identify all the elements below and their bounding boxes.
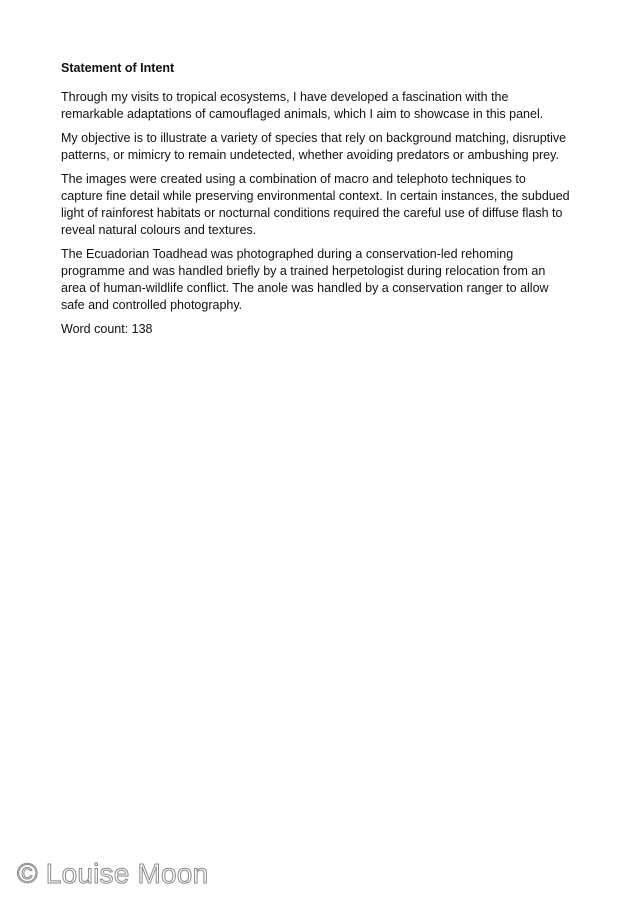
paragraph-intro: Through my visits to tropical ecosystems, I have developed a fascination with the remarkable adaptations of camouflaged animals, which I aim to showcase in this panel. [61, 90, 544, 121]
document-title: Statement of Intent [61, 61, 175, 75]
paragraph-technique: The images were created using a combination of macro and telephoto techniques to capture fine detail while preserving environmental context. In certain instances, the subdued light of rainforest habitats or nocturnal conditions required the careful use of diffuse flash to reveal natural colours and textures. [61, 172, 570, 237]
word-count: Word count: 138 [61, 322, 153, 336]
statement-document [61, 60, 571, 338]
copyright-watermark: © Louise Moon [17, 858, 209, 889]
paragraph-ethics: The Ecuadorian Toadhead was photographed during a conservation-led rehoming programme and was handled briefly by a trained herpetologist during relocation from an area of human-wildlife conflict. The anole was handled by a conservation ranger to allow safe and controlled photography. [61, 247, 549, 312]
paragraph-objective: My objective is to illustrate a variety of species that rely on background matching, disruptive patterns, or mimicry to remain undetected, whether avoiding predators or ambushing prey. [61, 131, 567, 162]
